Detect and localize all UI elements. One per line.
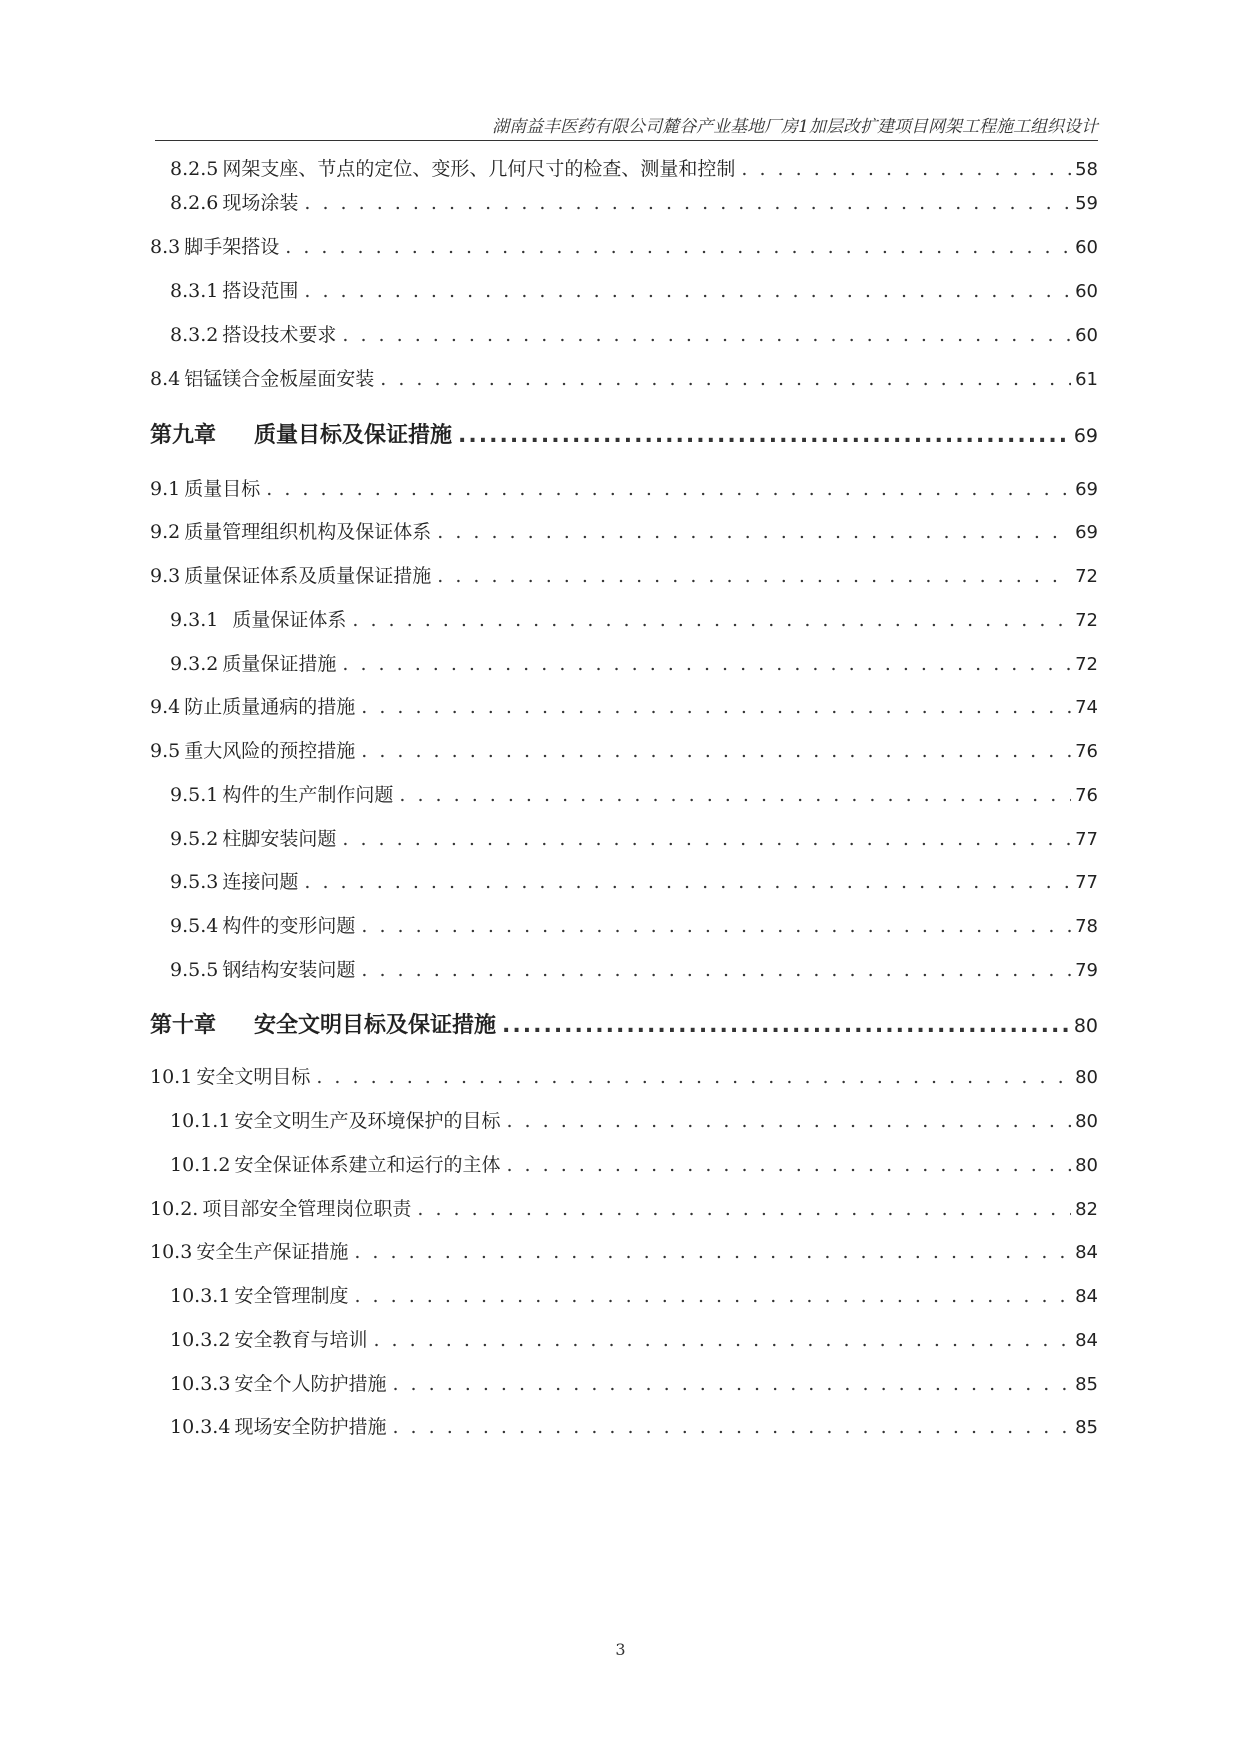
toc-entry-title: 安全保证体系建立和运行的主体 — [234, 1154, 501, 1176]
toc-leader-dots — [361, 915, 1071, 937]
toc-entry-page: 60 — [1075, 281, 1098, 302]
page-number: 3 — [615, 1640, 626, 1659]
toc-entry[interactable] — [150, 736, 1098, 763]
toc-entry[interactable] — [150, 232, 1098, 259]
toc-entry[interactable] — [150, 154, 1098, 181]
toc-leader-dots — [361, 696, 1071, 718]
toc-entry-title: 铝锰镁合金板屋面安装 — [184, 368, 375, 390]
toc-entry-page: 78 — [1075, 916, 1098, 937]
toc-entry-page: 77 — [1075, 872, 1098, 893]
toc-entry[interactable] — [150, 692, 1098, 719]
toc-entry[interactable] — [150, 561, 1098, 588]
toc-entry[interactable] — [150, 867, 1098, 894]
toc-entry[interactable] — [150, 1106, 1098, 1133]
toc-entry-number: 9.5.2 — [170, 828, 219, 850]
toc-leader-dots — [437, 565, 1071, 587]
toc-entry-page: 85 — [1075, 1417, 1098, 1438]
toc-entry-title: 构件的变形问题 — [222, 915, 356, 937]
toc-leader-dots — [502, 1013, 1070, 1038]
toc-entry-title: 安全教育与培训 — [234, 1329, 368, 1351]
toc-entry-number: 9.2 — [150, 521, 181, 543]
toc-leader-dots — [352, 609, 1071, 631]
toc-entry-page: 79 — [1075, 960, 1098, 981]
toc-entry-title: 现场安全防护措施 — [234, 1416, 387, 1438]
toc-leader-dots — [417, 1198, 1071, 1220]
toc-entry[interactable] — [150, 1150, 1098, 1177]
toc-entry-title: 现场涂装 — [222, 192, 299, 214]
toc-entry-title: 连接问题 — [222, 871, 299, 893]
toc-entry-number: 9.5.5 — [170, 959, 219, 981]
toc-entry-number: 8.2.5 — [170, 158, 219, 180]
toc-entry-number: 9.4 — [150, 696, 181, 718]
toc-entry-page: 85 — [1075, 1374, 1098, 1395]
toc-chapter-page: 80 — [1073, 1015, 1098, 1037]
toc-entry[interactable] — [150, 364, 1098, 391]
toc-chapter-title: 安全文明目标及保证措施 — [254, 1013, 497, 1038]
toc-entry-title: 质量保证体系 — [232, 609, 347, 631]
toc-chapter-entry[interactable] — [150, 418, 1098, 449]
toc-entry[interactable] — [150, 320, 1098, 347]
header-title: 湖南益丰医药有限公司麓谷产业基地厂房1加层改扩建项目网架工程施工组织设计 — [492, 117, 1098, 137]
toc-entry-page: 69 — [1075, 479, 1098, 500]
toc-entry-number: 10.1.2 — [170, 1154, 231, 1176]
toc-entry-number: 10.1 — [150, 1066, 193, 1088]
toc-leader-dots — [506, 1154, 1071, 1176]
toc-entry[interactable] — [150, 1194, 1098, 1221]
toc-chapter-entry[interactable] — [150, 1008, 1098, 1039]
toc-entry[interactable] — [150, 649, 1098, 676]
toc-entry[interactable] — [150, 911, 1098, 938]
toc-entry-page: 77 — [1075, 829, 1098, 850]
toc-entry-page: 80 — [1075, 1067, 1098, 1088]
toc-entry-number: 10.3.2 — [170, 1329, 231, 1351]
toc-entry-page: 61 — [1075, 369, 1098, 390]
toc-entry-number: 9.3.1 — [170, 609, 219, 631]
toc-leader-dots — [342, 828, 1071, 850]
toc-entry-number: 8.3.2 — [170, 324, 219, 346]
toc-entry-number: 9.5.1 — [170, 784, 219, 806]
toc-entry-page: 84 — [1075, 1330, 1098, 1351]
toc-entry[interactable] — [150, 824, 1098, 851]
toc-entry-page: 69 — [1075, 522, 1098, 543]
toc-leader-dots — [342, 653, 1071, 675]
toc-entry-number: 8.3 — [150, 236, 181, 258]
toc-leader-dots — [741, 158, 1071, 180]
toc-leader-dots — [361, 959, 1071, 981]
toc-leader-dots — [392, 1373, 1071, 1395]
toc-leader-dots — [285, 236, 1071, 258]
toc-entry-page: 72 — [1075, 610, 1098, 631]
toc-entry-number: 9.3.2 — [170, 653, 219, 675]
toc-entry-number: 8.3.1 — [170, 280, 219, 302]
toc-entry-title: 搭设技术要求 — [222, 324, 337, 346]
toc-leader-dots — [304, 192, 1071, 214]
toc-entry-number: 10.1.1 — [170, 1110, 231, 1132]
toc-entry[interactable] — [150, 1369, 1098, 1396]
toc-leader-dots — [392, 1416, 1071, 1438]
toc-entry[interactable] — [150, 474, 1098, 501]
toc-entry-number: 10.3.4 — [170, 1416, 231, 1438]
toc-entry-number: 9.3 — [150, 565, 181, 587]
toc-entry-page: 72 — [1075, 654, 1098, 675]
toc-leader-dots — [266, 478, 1071, 500]
toc-leader-dots — [361, 740, 1071, 762]
toc-entry-title: 重大风险的预控措施 — [184, 740, 356, 762]
toc-entry[interactable] — [150, 188, 1098, 215]
toc-entry[interactable] — [150, 605, 1098, 632]
toc-chapter-title: 质量目标及保证措施 — [254, 423, 453, 448]
toc-entry-page: 76 — [1075, 785, 1098, 806]
toc-leader-dots — [304, 871, 1071, 893]
toc-entry-title: 质量保证体系及质量保证措施 — [184, 565, 432, 587]
toc-entry-page: 60 — [1075, 237, 1098, 258]
toc-entry-page: 80 — [1075, 1155, 1098, 1176]
toc-entry-title: 安全个人防护措施 — [234, 1373, 387, 1395]
toc-entry-title: 质量管理组织机构及保证体系 — [184, 521, 432, 543]
toc-entry-page: 58 — [1075, 159, 1098, 180]
toc-entry-number: 10.3 — [150, 1241, 193, 1263]
toc-leader-dots — [437, 521, 1071, 543]
toc-entry-title: 质量目标 — [184, 478, 261, 500]
toc-entry-title: 质量保证措施 — [222, 653, 337, 675]
toc-leader-dots — [342, 324, 1071, 346]
toc-entry-title: 安全管理制度 — [234, 1285, 349, 1307]
toc-leader-dots — [304, 280, 1071, 302]
toc-entry-number: 9.5.4 — [170, 915, 219, 937]
toc-leader-dots — [399, 784, 1071, 806]
toc-entry-title: 钢结构安装问题 — [222, 959, 356, 981]
toc-entry-title: 网架支座、节点的定位、变形、几何尺寸的检查、测量和控制 — [222, 158, 736, 180]
toc-leader-dots — [458, 423, 1070, 448]
toc-entry-number: 10.2. — [150, 1198, 199, 1220]
toc-entry-title: 构件的生产制作问题 — [222, 784, 394, 806]
toc-leader-dots — [354, 1285, 1071, 1307]
toc-entry[interactable] — [150, 1325, 1098, 1352]
toc-entry-number: 9.1 — [150, 478, 181, 500]
toc-entry-page: 76 — [1075, 741, 1098, 762]
toc-leader-dots — [373, 1329, 1071, 1351]
toc-entry-title: 项目部安全管理岗位职责 — [202, 1198, 412, 1220]
toc-leader-dots — [506, 1110, 1071, 1132]
toc-entry-number: 10.3.1 — [170, 1285, 231, 1307]
toc-leader-dots — [316, 1066, 1071, 1088]
toc-entry-page: 72 — [1075, 566, 1098, 587]
toc-entry[interactable] — [150, 1281, 1098, 1308]
toc-entry[interactable] — [150, 1412, 1098, 1439]
toc-entry-number: 8.2.6 — [170, 192, 219, 214]
toc-entry-number: 9.5 — [150, 740, 181, 762]
toc-entry-title: 脚手架搭设 — [184, 236, 280, 258]
toc-chapter-number: 第十章 — [150, 1013, 217, 1038]
toc-leader-dots — [354, 1241, 1071, 1263]
toc-chapter-page: 69 — [1073, 425, 1098, 447]
running-header — [155, 112, 1098, 141]
toc-chapter-number: 第九章 — [150, 423, 217, 448]
toc-entry-page: 59 — [1075, 193, 1098, 214]
toc-entry[interactable] — [150, 276, 1098, 303]
toc-entry-page: 84 — [1075, 1242, 1098, 1263]
toc-entry-page: 80 — [1075, 1111, 1098, 1132]
toc-entry-number: 9.5.3 — [170, 871, 219, 893]
toc-entry-page: 84 — [1075, 1286, 1098, 1307]
toc-entry-title: 防止质量通病的措施 — [184, 696, 356, 718]
toc-entry-title: 安全文明目标 — [196, 1066, 311, 1088]
toc-entry-page: 82 — [1075, 1199, 1098, 1220]
toc-entry[interactable] — [150, 1062, 1098, 1089]
toc-entry-number: 10.3.3 — [170, 1373, 231, 1395]
toc-entry-title: 搭设范围 — [222, 280, 299, 302]
toc-entry[interactable] — [150, 517, 1098, 544]
toc-entry[interactable] — [150, 780, 1098, 807]
toc-entry-title: 安全文明生产及环境保护的目标 — [234, 1110, 501, 1132]
toc-entry-page: 60 — [1075, 325, 1098, 346]
toc-entry-number: 8.4 — [150, 368, 181, 390]
toc-leader-dots — [380, 368, 1071, 390]
toc-entry-page: 74 — [1075, 697, 1098, 718]
toc-entry-title: 安全生产保证措施 — [196, 1241, 349, 1263]
toc-entry-title: 柱脚安装问题 — [222, 828, 337, 850]
toc-entry[interactable] — [150, 1237, 1098, 1264]
toc-entry[interactable] — [150, 955, 1098, 982]
